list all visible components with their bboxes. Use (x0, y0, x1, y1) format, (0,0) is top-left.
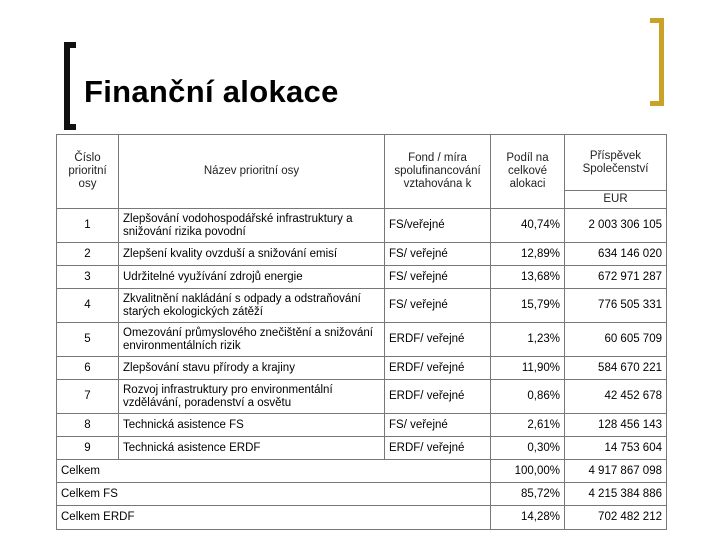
row-amount: 634 146 020 (565, 243, 667, 266)
row-share: 12,89% (491, 243, 565, 266)
row-name: Zlepšování stavu přírody a krajiny (119, 357, 385, 380)
total-row (57, 483, 667, 506)
row-share: 2,61% (491, 414, 565, 437)
row-share: 15,79% (491, 289, 565, 323)
total-label: Celkem ERDF (57, 506, 491, 530)
row-num: 3 (57, 266, 119, 289)
total-label: Celkem FS (57, 483, 491, 506)
row-num: 2 (57, 243, 119, 266)
row-fund: FS/ veřejné (385, 266, 491, 289)
row-share: 40,74% (491, 209, 565, 243)
row-name: Rozvoj infrastruktury pro environmentální vzdělávání, poradenství a osvětu (119, 380, 385, 414)
row-amount: 776 505 331 (565, 289, 667, 323)
header-num: Číslo prioritní osy (57, 135, 119, 209)
table-row (57, 323, 667, 357)
total-label: Celkem (57, 460, 491, 483)
table-row (57, 414, 667, 437)
row-fund: ERDF/ veřejné (385, 437, 491, 460)
row-name: Zlepšení kvality ovzduší a snižování emisí (119, 243, 385, 266)
total-row (57, 460, 667, 483)
total-share: 14,28% (491, 506, 565, 530)
total-amount: 702 482 212 (565, 506, 667, 530)
row-name: Omezování průmyslového znečištění a snižování environmentálních rizik (119, 323, 385, 357)
header-name: Název prioritní osy (119, 135, 385, 209)
total-share: 100,00% (491, 460, 565, 483)
row-share: 1,23% (491, 323, 565, 357)
row-name: Zlepšování vodohospodářské infrastruktury a snižování rizika povodní (119, 209, 385, 243)
row-amount: 42 452 678 (565, 380, 667, 414)
header-currency: EUR (565, 191, 667, 209)
header-share: Podíl na celkové alokaci (491, 135, 565, 209)
table-row (57, 243, 667, 266)
allocation-table (56, 134, 667, 530)
table-row (57, 289, 667, 323)
row-fund: ERDF/ veřejné (385, 323, 491, 357)
row-name: Zkvalitnění nakládání s odpady a odstraňování starých ekologických zátěží (119, 289, 385, 323)
row-num: 1 (57, 209, 119, 243)
row-name: Udržitelné využívání zdrojů energie (119, 266, 385, 289)
row-num: 7 (57, 380, 119, 414)
row-amount: 2 003 306 105 (565, 209, 667, 243)
row-amount: 584 670 221 (565, 357, 667, 380)
table-row (57, 266, 667, 289)
row-name: Technická asistence ERDF (119, 437, 385, 460)
row-name: Technická asistence FS (119, 414, 385, 437)
total-amount: 4 917 867 098 (565, 460, 667, 483)
row-fund: FS/ veřejné (385, 414, 491, 437)
row-num: 4 (57, 289, 119, 323)
table-row (57, 437, 667, 460)
right-bracket-decoration (650, 18, 664, 106)
row-num: 6 (57, 357, 119, 380)
row-amount: 128 456 143 (565, 414, 667, 437)
row-share: 13,68% (491, 266, 565, 289)
table-row (57, 357, 667, 380)
row-fund: FS/ veřejné (385, 289, 491, 323)
row-fund: FS/veřejné (385, 209, 491, 243)
row-num: 8 (57, 414, 119, 437)
row-amount: 672 971 287 (565, 266, 667, 289)
row-share: 11,90% (491, 357, 565, 380)
row-num: 9 (57, 437, 119, 460)
total-row (57, 506, 667, 530)
table-row (57, 380, 667, 414)
row-fund: ERDF/ veřejné (385, 357, 491, 380)
row-num: 5 (57, 323, 119, 357)
page-title: Finanční alokace (84, 74, 339, 109)
row-share: 0,86% (491, 380, 565, 414)
row-fund: ERDF/ veřejné (385, 380, 491, 414)
row-fund: FS/ veřejné (385, 243, 491, 266)
total-share: 85,72% (491, 483, 565, 506)
total-amount: 4 215 384 886 (565, 483, 667, 506)
header-fund: Fond / míra spolufinancování vztahována k (385, 135, 491, 209)
header-contribution: Příspěvek Společenství (565, 135, 667, 191)
row-amount: 60 605 709 (565, 323, 667, 357)
left-bracket-decoration (64, 42, 76, 130)
table-row (57, 209, 667, 243)
row-share: 0,30% (491, 437, 565, 460)
row-amount: 14 753 604 (565, 437, 667, 460)
